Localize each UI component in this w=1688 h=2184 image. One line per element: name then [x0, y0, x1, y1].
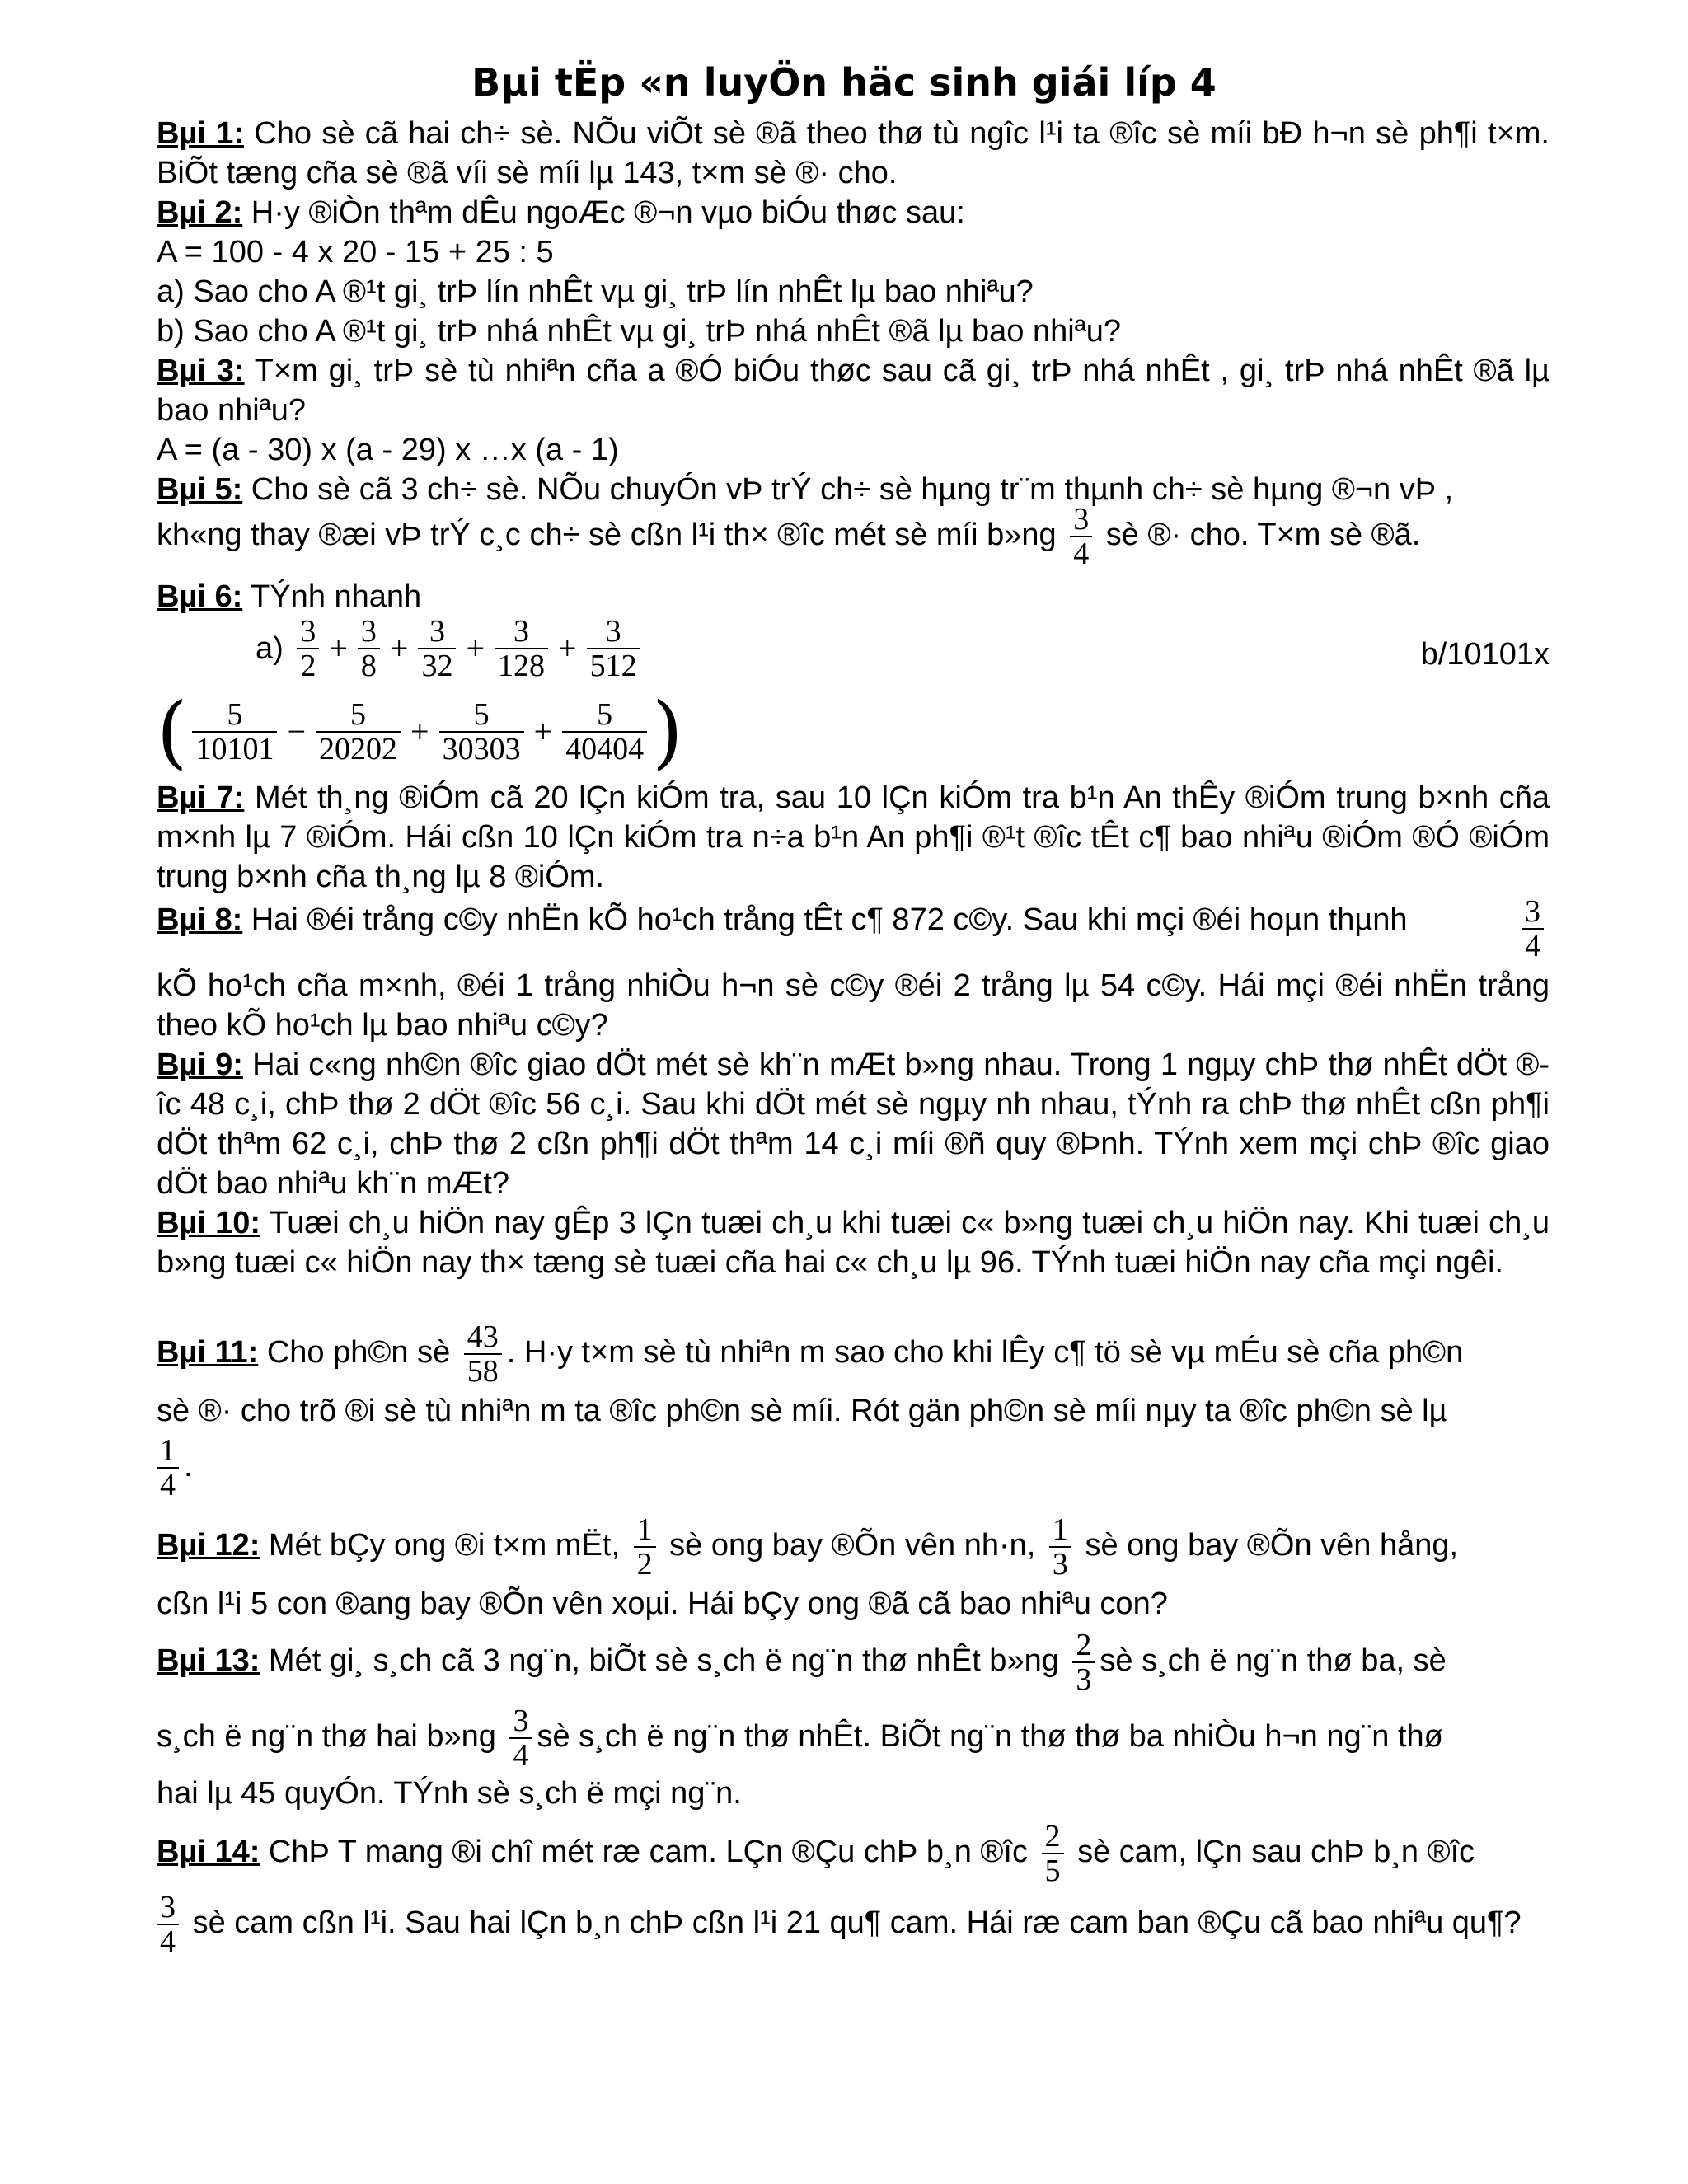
problem-text: sè ong bay ®Õn vên nh·n,	[669, 1528, 1036, 1563]
problem-text: sè s¸ch ë ng¨n thø ba, sè	[1100, 1643, 1447, 1679]
fraction: $\frac{2}{3}$	[1072, 1629, 1095, 1696]
plus-sign: +	[466, 630, 485, 667]
plus-sign: +	[410, 713, 429, 750]
problem-label: Bµi 10:	[157, 1206, 260, 1240]
problem-label: Bµi 11:	[157, 1335, 259, 1371]
fraction: $\frac{3}{32}$	[418, 615, 456, 682]
problem-text: Mét th¸ng ®iÓm cã 20 lÇn kiÓm tra, sau 10 lÇn kiÓm tra b¹n An thÊy ®iÓm trung b×nh cña m×nh lµ 7 ®iÓm. Hái cßn 10 lÇn kiÓm tra n÷a b¹n An ph¶i ®¹t ®îc tÊt c¶ bao nhiªu ®iÓm ®Ó ®iÓm trung b×nh cña th¸ng lµ 8 ®iÓm.	[157, 780, 1550, 894]
problem-14-line-1	[157, 1820, 1550, 1887]
problem-3-expression: A = (a - 30) x (a - 29) x …x (a - 1)	[157, 433, 619, 467]
problem-text: Cho ph©n sè	[258, 1335, 451, 1371]
fraction: $\frac{3}{4}$	[1070, 503, 1092, 570]
part-a-label: a)	[256, 631, 284, 666]
problem-13-line-3: hai lµ 45 quyÓn. TÝnh sè s¸ch ë mçi ng¨n.	[157, 1776, 742, 1811]
problem-2-part-a: a) Sao cho A ®¹t gi¸ trÞ lín nhÊt vµ gi¸ trÞ lín nhÊt lµ bao nhiªu?	[157, 274, 1034, 309]
problem-10	[157, 1203, 1550, 1282]
fraction: $\frac{5}{40404}$	[562, 698, 647, 766]
fraction: $\frac{3}{2}$	[297, 615, 319, 682]
problem-3	[157, 351, 1550, 430]
fraction: $\frac{3}{4}$	[1517, 895, 1549, 963]
problem-11-line-1	[157, 1320, 1550, 1388]
problem-12-line-2: cßn l¹i 5 con ®ang bay ®Õn vên xoµi. Hái bÇy ong ®ã cã bao nhiªu con?	[157, 1586, 1168, 1621]
problem-7	[157, 778, 1550, 897]
problem-6-expression-b	[157, 686, 1550, 778]
problem-8-line-2: kÕ ho¹ch cña m×nh, ®éi 1 trång nhiÒu h¬n sè c©y ®éi 2 trång lµ 54 c©y. Hái mçi ®éi nhËn trång theo kÕ ho¹ch lµ bao nhiªu c©y?	[157, 968, 1550, 1043]
left-paren: (	[157, 686, 188, 778]
page-title: Bµi tËp «n luyÖn häc sinh giái líp 4	[471, 60, 1217, 105]
problem-text: Tuæi ch¸u hiÖn nay gÊp 3 lÇn tuæi ch¸u khi tuæi c« b»ng tuæi ch¸u hiÖn nay. Khi tuæi ch¸u b»ng tuæi c« hiÖn nay th× tæng sè tuæi cña hai c« ch¸u lµ 96. TÝnh tuæi hiÖn nay cña mçi ngêi.	[157, 1206, 1550, 1280]
problem-text: sè cam cßn l¹i. Sau hai lÇn b¸n chÞ cßn l¹i 21 qu¶ cam. Hái ræ cam ban ®Çu cã bao nhiªu qu¶?	[192, 1905, 1522, 1941]
problem-6-expression-a	[256, 615, 1409, 682]
problem-13-line-2	[157, 1704, 1550, 1772]
problem-text: Mét bÇy ong ®i t×m mËt,	[260, 1528, 621, 1563]
problem-label: Bµi 2:	[157, 195, 243, 230]
problem-13-line-1	[157, 1629, 1550, 1696]
problem-text: sè ®· cho. T×m sè ®ã.	[1105, 518, 1421, 553]
minus-sign: −	[287, 713, 307, 750]
fraction: $\frac{2}{5}$	[1042, 1820, 1064, 1887]
problem-label: Bµi 12:	[157, 1528, 260, 1563]
plus-sign: +	[389, 630, 409, 667]
problem-6	[157, 577, 1550, 616]
problem-8-line-1	[157, 900, 1550, 940]
problem-12-line-1	[157, 1513, 1550, 1581]
problem-label: Bµi 13:	[157, 1643, 260, 1679]
problem-text: sè ong bay ®Õn vên hång,	[1085, 1528, 1459, 1563]
problem-text: Cho sè cã 3 ch÷ sè. NÕu chuyÓn vÞ trÝ ch÷ sè hµng tr¨m thµnh ch÷ sè hµng ®¬n vÞ ,	[242, 472, 1454, 507]
period: .	[184, 1449, 193, 1484]
problem-text: H·y ®iÒn thªm dÊu ngoÆc ®¬n vµo biÓu thøc sau:	[242, 195, 965, 230]
problem-label: Bµi 3:	[157, 354, 245, 388]
problem-11-line-2: sè ®· cho trõ ®i sè tù nhiªn m ta ®îc ph©n sè míi. Rót gän ph©n sè míi nµy ta ®îc ph©n sè lµ	[157, 1394, 1447, 1428]
fraction: $\frac{1}{3}$	[1049, 1513, 1071, 1581]
problem-text: kh«ng thay ®æi vÞ trÝ c¸c ch÷ sè cßn l¹i th× ®îc mét sè míi b»ng	[157, 518, 1057, 553]
problem-1	[157, 114, 1550, 193]
problem-text: Hai ®éi trång c©y nhËn kÕ ho¹ch trång tÊt c¶ 872 c©y. Sau khi mçi ®éi hoµn thµnh	[242, 902, 1408, 937]
problem-9	[157, 1045, 1550, 1203]
fraction: $\frac{3}{4}$	[157, 1891, 179, 1958]
problem-label: Bµi 5:	[157, 472, 243, 507]
problem-label: Bµi 6:	[157, 579, 243, 614]
problem-text: sè cam, lÇn sau chÞ b¸n ®îc	[1077, 1835, 1475, 1870]
plus-sign: +	[533, 713, 553, 750]
fraction: $\frac{5}{30303}$	[439, 698, 524, 766]
problem-label: Bµi 9:	[157, 1047, 243, 1082]
problem-text: TÝnh nhanh	[242, 579, 422, 614]
problem-text: s¸ch ë ng¨n thø hai b»ng	[157, 1719, 496, 1755]
problem-2-part-b: b) Sao cho A ®¹t gi¸ trÞ nhá nhÊt vµ gi¸ trÞ nhá nhÊt ®ã lµ bao nhiªu?	[157, 314, 1122, 349]
problem-label: Bµi 1:	[157, 116, 244, 151]
right-paren: )	[652, 686, 683, 778]
fraction: $\frac{3}{4}$	[509, 1704, 532, 1772]
problem-label: Bµi 14:	[157, 1835, 260, 1870]
fraction: $\frac{3}{8}$	[358, 615, 380, 682]
fraction: $\frac{5}{20202}$	[316, 698, 401, 766]
problem-text: Hai c«ng nh©n ®îc giao dÖt mét sè kh¨n mÆt b»ng nhau. Trong 1 ngµy chÞ thø nhÊt dÖt ®îc 48 c¸i, chÞ thø 2 dÖt ®îc 56 c¸i. Sau khi dÖt mét sè ngµy nh nhau, tÝnh ra chÞ thø nhÊt cßn ph¶i dÖt thªm 62 c¸i, chÞ thø 2 cßn ph¶i dÖt thªm 14 c¸i míi ®ñ quy ®Þnh. TÝnh xem mçi chÞ ®îc giao dÖt bao nhiªu kh¨n mÆt?	[157, 1047, 1550, 1201]
problem-text: sè s¸ch ë ng¨n thø nhÊt. BiÕt ng¨n thø thø ba nhiÒu h¬n ng¨n thø	[537, 1719, 1443, 1755]
problem-5-line-2	[157, 503, 1550, 570]
fraction: $\frac{3}{512}$	[587, 615, 640, 682]
problem-2	[157, 193, 1550, 232]
problem-text: T×m gi¸ trÞ sè tù nhiªn cña a ®Ó biÓu thøc sau cã gi¸ trÞ nhá nhÊt , gi¸ trÞ nhá nhÊt ®ã lµ bao nhiªu?	[157, 354, 1550, 428]
problem-2-expression: A = 100 - 4 x 20 - 15 + 25 : 5	[157, 235, 554, 269]
fraction: $\frac{1}{2}$	[634, 1513, 656, 1581]
problem-label: Bµi 7:	[157, 780, 245, 815]
problem-text: ChÞ T mang ®i chî mét ræ cam. LÇn ®Çu chÞ b¸n ®îc	[260, 1835, 1028, 1870]
problem-label: Bµi 8:	[157, 902, 243, 937]
problem-14-line-2	[157, 1891, 1550, 1958]
fraction: $\frac{3}{128}$	[495, 615, 548, 682]
fraction: $\frac{5}{10101}$	[192, 698, 277, 766]
problem-text: . H·y t×m sè tù nhiªn m sao cho khi lÊy c¶ tö sè vµ mÉu sè cña ph©n	[506, 1335, 1464, 1371]
plus-sign: +	[558, 630, 577, 667]
part-b-label: b/10101x	[1420, 637, 1550, 672]
problem-text: Cho sè cã hai ch÷ sè. NÕu viÕt sè ®ã theo thø tù ngîc l¹i ta ®îc sè míi bÐ h¬n sè ph¶i t×m. BiÕt tæng cña sè ®ã víi sè míi lµ 143, t×m sè ®· cho.	[157, 116, 1550, 190]
problem-11-line-3	[157, 1434, 1550, 1502]
fraction: $\frac{43}{58}$	[464, 1320, 502, 1388]
fraction: $\frac{1}{4}$	[157, 1434, 179, 1502]
plus-sign: +	[329, 630, 348, 667]
problem-text: Mét gi¸ s¸ch cã 3 ng¨n, biÕt sè s¸ch ë ng¨n thø nhÊt b»ng	[260, 1643, 1059, 1679]
